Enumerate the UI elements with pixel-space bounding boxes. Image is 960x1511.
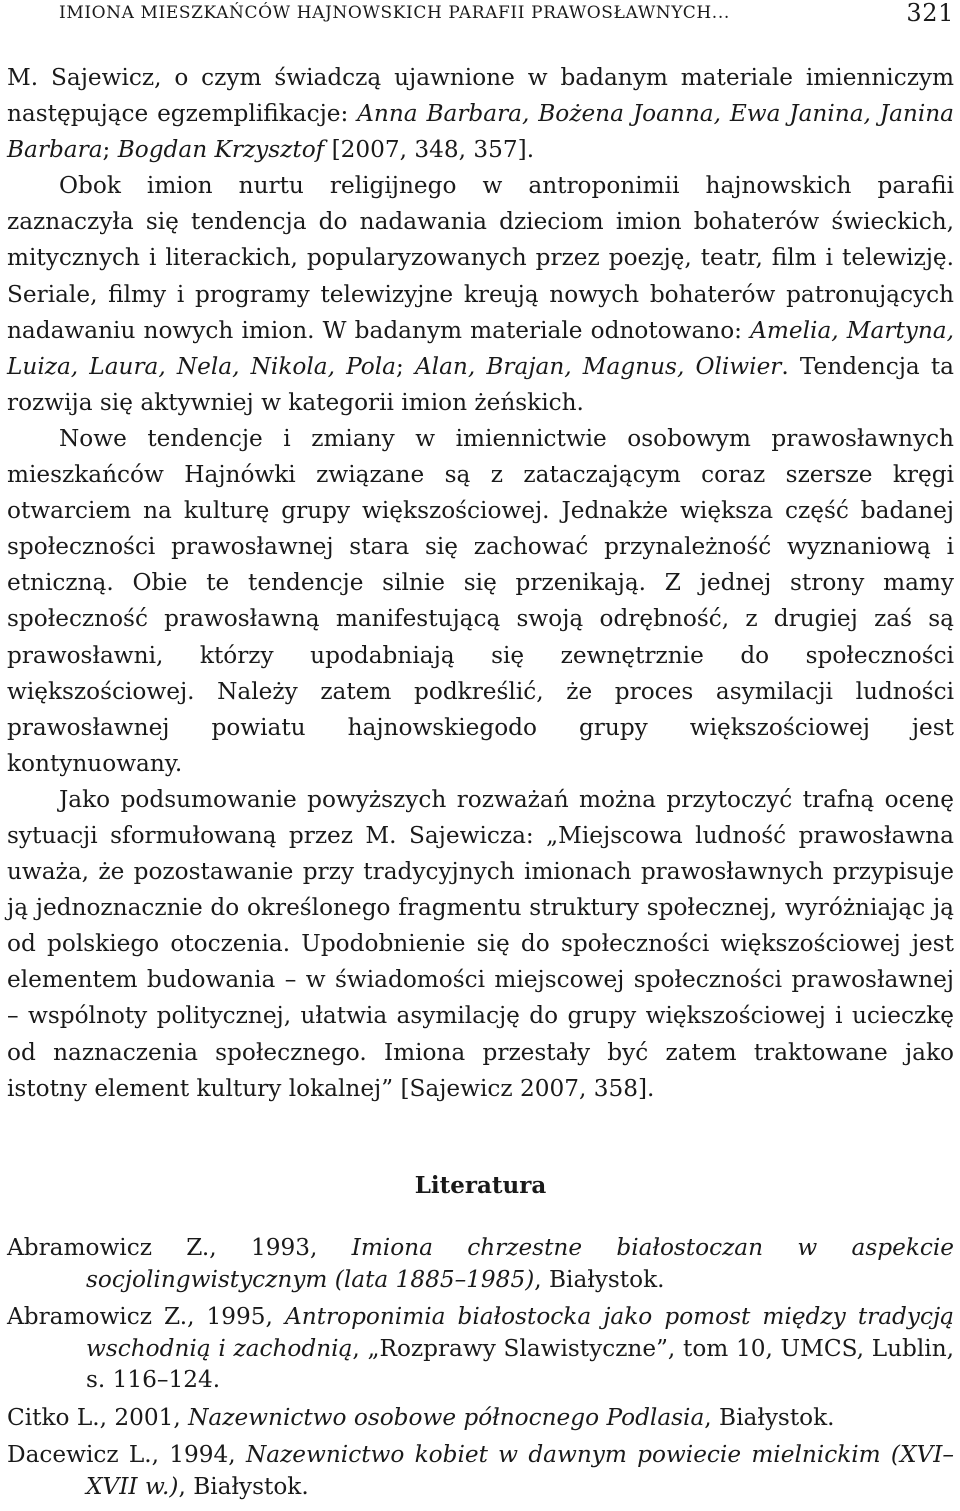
italic-text: Amelia, Martyna, Luiza, Laura, Nela, Nikola, Pola: [7, 316, 954, 380]
running-title: IMIONA MIESZKAŃCÓW HAJNOWSKICH PARAFII PRAWOSŁAWNYCH...: [59, 3, 730, 23]
text-run: M. Sajewicz, o czym świadczą ujawnione w badanym materiale imienniczym następujące egzemplifikacje:: [7, 64, 954, 128]
paragraph: [7, 60, 954, 168]
body-text: [7, 60, 954, 1107]
italic-text: Antroponimia białostocka jako pomost między tradycją wschodnią i zachodnią: [86, 1303, 954, 1362]
references-heading: Literatura: [414, 1172, 547, 1199]
text-run: ;: [395, 352, 415, 380]
italic-text: Nazewnictwo kobiet w dawnym powiecie mielnickim (XVI–XVII w.): [86, 1441, 954, 1500]
text-run: , „Rozprawy Slawistyczne”, tom 10, UMCS, Lublin, s. 116–124.: [86, 1334, 954, 1393]
text-run: Abramowicz Z., 1993,: [7, 1234, 352, 1261]
text-run: , Białystok.: [534, 1265, 665, 1293]
reference-entry: [7, 1301, 954, 1396]
italic-text: Anna Barbara, Bożena Joanna, Ewa Janina, Janina Barbara: [7, 100, 955, 164]
text-run: Nowe tendencje i zmiany w imiennictwie osobowym prawosławnych mieszkańców Hajnówki związane są z zataczającym coraz szersze kręgi otwarciem na kulturę grupy większościowej. Jednakże większa część badanej społeczności prawosławnej stara się zachować przynależność wyznaniową i etniczną. Obie te tendencje silnie się przenikają. Z jednej strony mamy społeczność prawosławną manifestującą swoją odrębność, z drugiej zaś są prawosławni, którzy upodabniają się zewnętrznie do społeczności większościowej. Należy zatem podkreślić, że proces asymilacji ludności prawosławnej powiatu hajnowskiegodo grupy większościowej jest kontynuowany.: [7, 424, 954, 777]
text-run: [2007, 348, 357].: [324, 136, 535, 164]
text-run: ;: [102, 136, 118, 164]
italic-text: Bogdan Krzysztof: [117, 136, 325, 164]
paragraph: [7, 782, 954, 1107]
paragraph: [7, 168, 954, 421]
text-run: , Białystok.: [704, 1403, 835, 1431]
italic-text: Alan, Brajan, Magnus, Oliwier: [414, 352, 782, 380]
text-run: Dacewicz L., 1994,: [7, 1441, 246, 1468]
page-number: 321: [906, 0, 954, 27]
italic-text: Imiona chrzestne białostoczan w aspekcie socjolingwistycznym (lata 1885–1985): [86, 1234, 954, 1293]
text-run: Obok imion nurtu religijnego w antroponimii hajnowskich parafii zaznaczyła się tendencja do nadawania dzieciom imion bohaterów świeckich, mitycznych i literackich, popularyzowanych przez poezję, teatr, film i telewizję. Seriale, filmy i programy telewizyjne kreują nowych bohaterów patronujących nadawaniu nowych imion. W badanym materiale odnotowano:: [7, 172, 954, 344]
reference-entry: [7, 1402, 954, 1434]
italic-text: Nazewnictwo osobowe północnego Podlasia: [188, 1403, 705, 1431]
reference-entry: [7, 1232, 954, 1295]
text-run: . Tendencja ta rozwija się aktywniej w kategorii imion żeńskich.: [7, 352, 954, 416]
running-header: [7, 0, 954, 29]
text-run: Jako podsumowanie powyższych rozważań można przytoczyć trafną ocenę sytuacji sformułowaną przez M. Sajewicza: „Miejscowa ludność prawosławna uważa, że pozostawanie przy tradycyjnych imionach prawosławnych przypisuje ją jednoznacznie do określonego fragmentu struktury społecznej, wyróżniając ją od polskiego otoczenia. Upodobnienie się do społeczności większościowej jest elementem budowania – w świadomości miejscowej społeczności prawosławnej – wspólnoty politycznej, ułatwia asymilację do grupy większościowej i ucieczkę od naznaczenia społecznego. Imiona przestały być zatem traktowane jako istotny element kultury lokalnej” [Sajewicz 2007, 358].: [7, 785, 954, 1102]
paragraph: [7, 421, 954, 782]
references-list: [7, 1232, 954, 1508]
text-run: , Białystok.: [178, 1472, 309, 1500]
text-run: Abramowicz Z., 1995,: [7, 1303, 286, 1330]
text-run: Citko L., 2001,: [7, 1403, 189, 1431]
reference-entry: [7, 1439, 954, 1502]
